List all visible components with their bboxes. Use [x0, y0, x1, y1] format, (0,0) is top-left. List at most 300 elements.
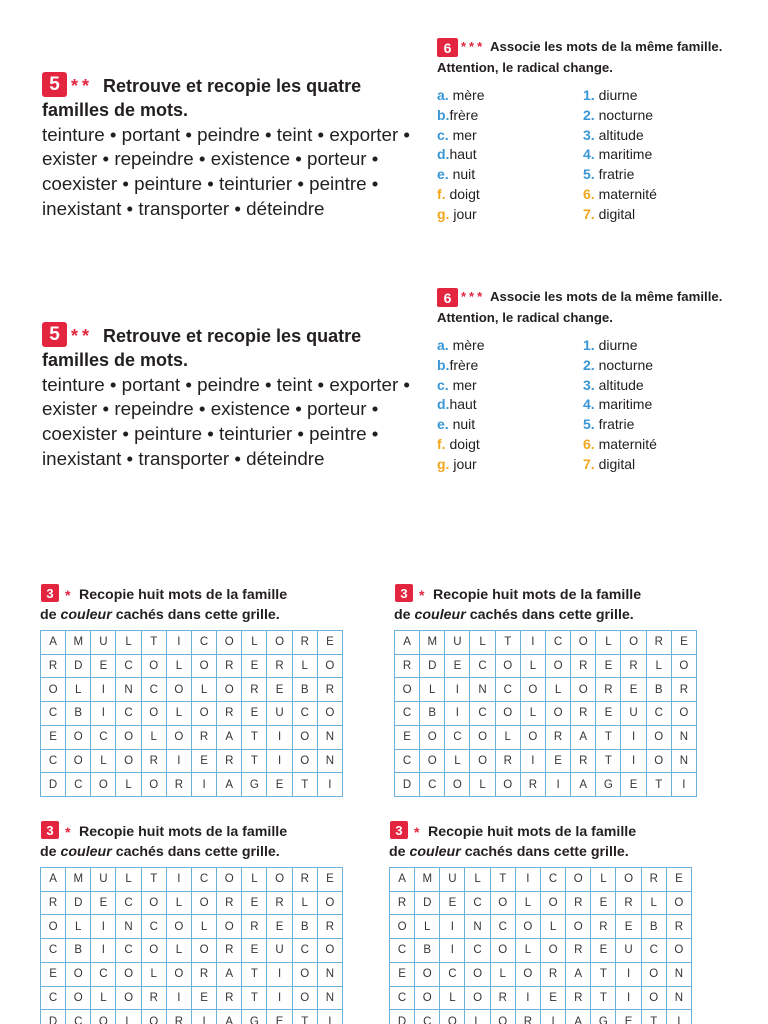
grid-letter-cell: C	[41, 939, 65, 962]
list-item-label: 7.	[583, 455, 599, 472]
grid-letter-cell: L	[91, 987, 115, 1010]
grid-letter-cell: O	[142, 655, 166, 678]
grid-letter-cell: O	[66, 963, 90, 986]
matching-list-letters	[437, 336, 484, 475]
grid-letter-cell: R	[566, 892, 590, 915]
grid-letter-cell: C	[192, 868, 216, 891]
grid-letter-cell: I	[672, 773, 696, 796]
grid-letter-cell: O	[192, 892, 216, 915]
grid-letter-cell: O	[217, 868, 241, 891]
grid-letter-cell: L	[242, 868, 266, 891]
list-item	[437, 435, 484, 455]
difficulty-stars: ***	[461, 39, 486, 54]
list-item	[583, 415, 657, 435]
exercise-number-badge: 5	[42, 72, 67, 97]
grid-letter-cell: I	[167, 868, 191, 891]
list-item-word: maritime	[598, 396, 653, 413]
list-item-label: 4.	[583, 146, 599, 163]
letter-grid	[389, 867, 692, 1024]
grid-letter-cell: R	[217, 750, 241, 773]
grid-letter-cell: O	[293, 987, 317, 1010]
grid-letter-cell: O	[318, 655, 342, 678]
grid-letter-cell: I	[445, 702, 469, 725]
grid-letter-cell: E	[267, 773, 291, 796]
exercise-instruction-line-1: Recopie huit mots de la famille	[428, 824, 637, 840]
grid-letter-cell: L	[546, 678, 570, 701]
word-list-line: teinture • portant • peindre • teint • exporter •	[42, 373, 411, 395]
list-item	[583, 185, 657, 205]
list-item-word: digital	[598, 455, 636, 472]
list-item	[437, 336, 484, 356]
grid-letter-cell: O	[621, 631, 645, 654]
grid-letter-cell: C	[470, 702, 494, 725]
grid-letter-cell: T	[293, 1010, 317, 1024]
grid-letter-cell: R	[571, 750, 595, 773]
grid-letter-cell: O	[516, 915, 540, 938]
list-item-word: maternité	[598, 185, 657, 202]
instruction-text: de	[40, 607, 61, 623]
grid-letter-cell: E	[445, 655, 469, 678]
grid-letter-cell: T	[142, 868, 166, 891]
list-item	[583, 126, 657, 146]
grid-letter-cell: C	[41, 702, 65, 725]
instruction-keyword: couleur	[60, 844, 112, 860]
grid-letter-cell: A	[395, 631, 419, 654]
grid-letter-cell: R	[621, 655, 645, 678]
letter-grid-frame	[40, 630, 343, 797]
grid-letter-cell: I	[516, 987, 540, 1010]
grid-letter-cell: E	[672, 631, 696, 654]
grid-letter-cell: O	[491, 892, 515, 915]
list-item-word: diurne	[598, 87, 638, 103]
grid-letter-cell: O	[142, 892, 166, 915]
grid-letter-cell: C	[41, 987, 65, 1010]
grid-letter-cell: O	[395, 678, 419, 701]
grid-letter-cell: R	[516, 1010, 540, 1024]
instruction-keyword: couleur	[409, 844, 461, 860]
grid-letter-cell: L	[521, 655, 545, 678]
exercise-number-badge: 6	[437, 38, 458, 57]
grid-letter-cell: E	[596, 655, 620, 678]
grid-letter-cell: L	[465, 868, 489, 891]
grid-letter-cell: C	[465, 892, 489, 915]
grid-letter-cell: E	[91, 892, 115, 915]
grid-letter-cell: N	[318, 726, 342, 749]
grid-letter-cell: O	[491, 939, 515, 962]
grid-letter-cell: C	[142, 678, 166, 701]
list-item-label: 1.	[583, 87, 599, 103]
grid-letter-cell: C	[91, 963, 115, 986]
exercise-number-badge: 6	[437, 288, 458, 307]
grid-letter-cell: L	[66, 678, 90, 701]
list-item-word: nuit	[452, 416, 476, 433]
list-item	[583, 336, 657, 356]
grid-letter-cell: E	[242, 655, 266, 678]
grid-letter-cell: O	[415, 987, 439, 1010]
grid-letter-cell: R	[293, 631, 317, 654]
list-item-word: fratrie	[598, 166, 635, 183]
grid-letter-cell: D	[415, 892, 439, 915]
list-item-word: frère	[449, 106, 479, 123]
exercise-title-line-2: familles de mots.	[42, 100, 189, 120]
list-item	[583, 165, 657, 185]
list-item-word: maritime	[598, 146, 653, 163]
grid-letter-cell: D	[420, 655, 444, 678]
grid-letter-cell: L	[465, 1010, 489, 1024]
grid-letter-cell: O	[41, 915, 65, 938]
exercise-instruction-line-2	[394, 605, 634, 625]
list-item-word: diurne	[598, 337, 638, 353]
list-item-word: mer	[452, 376, 477, 393]
grid-letter-cell: U	[91, 868, 115, 891]
grid-letter-cell: L	[167, 702, 191, 725]
grid-letter-cell: L	[415, 915, 439, 938]
grid-letter-cell: O	[217, 631, 241, 654]
grid-letter-cell: I	[192, 773, 216, 796]
grid-letter-cell: R	[566, 939, 590, 962]
grid-letter-cell: E	[395, 726, 419, 749]
list-item-label: e.	[437, 166, 453, 183]
grid-letter-cell: B	[293, 915, 317, 938]
grid-letter-cell: D	[390, 1010, 414, 1024]
grid-letter-cell: R	[390, 892, 414, 915]
grid-letter-cell: R	[541, 963, 565, 986]
word-list-paragraph	[42, 123, 410, 222]
list-item	[437, 86, 484, 106]
grid-letter-cell: C	[395, 702, 419, 725]
grid-letter-cell: C	[470, 655, 494, 678]
exercise-pair-2	[0, 250, 768, 500]
instruction-text: cachés dans cette grille.	[111, 607, 280, 623]
grid-letter-cell: O	[491, 1010, 515, 1024]
list-item	[437, 205, 484, 225]
grid-letter-cell: L	[470, 631, 494, 654]
word-list-line: coexister • peinture • teinturier • peintre •	[42, 423, 379, 444]
grid-letter-cell: E	[390, 963, 414, 986]
grid-letter-cell: O	[66, 726, 90, 749]
grid-letter-cell: C	[293, 702, 317, 725]
grid-letter-cell: O	[142, 702, 166, 725]
grid-letter-cell: C	[192, 631, 216, 654]
matching-list-letters	[437, 86, 484, 225]
grid-letter-cell: I	[167, 750, 191, 773]
grid-letter-cell: I	[521, 631, 545, 654]
grid-letter-cell: T	[496, 631, 520, 654]
grid-letter-cell: R	[167, 1010, 191, 1024]
grid-letter-cell: L	[516, 892, 540, 915]
grid-letter-cell: R	[647, 631, 671, 654]
list-item-label: e.	[437, 416, 453, 433]
grid-letter-cell: R	[293, 868, 317, 891]
grid-letter-cell: G	[242, 773, 266, 796]
grid-letter-cell: L	[516, 939, 540, 962]
word-search-exercise	[394, 584, 704, 797]
grid-letter-cell: M	[415, 868, 439, 891]
difficulty-stars: **	[71, 76, 94, 96]
list-item	[583, 356, 657, 376]
exercise-subtitle: Attention, le radical change.	[437, 310, 613, 325]
grid-letter-cell: C	[41, 750, 65, 773]
list-item	[583, 145, 657, 165]
grid-letter-cell: I	[192, 1010, 216, 1024]
list-item-label: g.	[437, 205, 454, 222]
grid-letter-cell: I	[167, 987, 191, 1010]
grid-letter-cell: R	[217, 892, 241, 915]
grid-letter-cell: I	[318, 773, 342, 796]
grid-letter-cell: E	[591, 892, 615, 915]
list-item	[437, 185, 484, 205]
list-item	[437, 106, 484, 126]
grid-letter-cell: O	[541, 892, 565, 915]
grid-letter-cell: B	[647, 678, 671, 701]
grid-letter-cell: E	[242, 702, 266, 725]
grid-letter-cell: N	[318, 750, 342, 773]
grid-letter-cell: O	[420, 750, 444, 773]
grid-letter-cell: O	[167, 963, 191, 986]
list-item-label: 2.	[583, 106, 599, 123]
grid-letter-cell: A	[566, 1010, 590, 1024]
grid-letter-cell: E	[242, 939, 266, 962]
list-item-word: jour	[453, 205, 477, 222]
grid-letter-cell: R	[571, 655, 595, 678]
list-item-label: c.	[437, 126, 453, 143]
grid-letter-cell: O	[521, 726, 545, 749]
grid-letter-cell: L	[91, 750, 115, 773]
grid-letter-cell: C	[390, 939, 414, 962]
grid-letter-cell: O	[267, 868, 291, 891]
list-item-label: 1.	[583, 337, 599, 353]
grid-letter-cell: T	[491, 868, 515, 891]
letter-grid-frame	[40, 867, 343, 1024]
difficulty-stars: *	[419, 587, 425, 603]
grid-letter-cell: T	[242, 963, 266, 986]
grid-letter-cell: O	[672, 655, 696, 678]
grid-letter-cell: M	[66, 868, 90, 891]
difficulty-stars: ***	[461, 289, 486, 304]
grid-letter-cell: C	[465, 939, 489, 962]
grid-letter-cell: T	[242, 987, 266, 1010]
list-item-word: haut	[449, 396, 477, 413]
grid-letter-cell: T	[293, 773, 317, 796]
grid-letter-cell: O	[318, 702, 342, 725]
list-item-word: jour	[453, 455, 477, 472]
grid-letter-cell: B	[415, 939, 439, 962]
grid-letter-cell: T	[142, 631, 166, 654]
list-item-label: g.	[437, 455, 454, 472]
grid-letter-cell: T	[242, 750, 266, 773]
grid-letter-cell: U	[267, 939, 291, 962]
grid-letter-cell: G	[242, 1010, 266, 1024]
grid-letter-cell: O	[293, 726, 317, 749]
grid-letter-cell: O	[142, 1010, 166, 1024]
grid-letter-cell: I	[267, 963, 291, 986]
grid-letter-cell: E	[621, 678, 645, 701]
grid-letter-cell: O	[192, 655, 216, 678]
list-item-word: nocturne	[598, 106, 654, 123]
grid-letter-cell: D	[66, 892, 90, 915]
grid-letter-cell: R	[41, 892, 65, 915]
list-item-label: f.	[437, 185, 450, 202]
grid-letter-cell: N	[116, 678, 140, 701]
grid-letter-cell: R	[242, 915, 266, 938]
grid-letter-cell: O	[470, 750, 494, 773]
grid-letter-cell: N	[667, 963, 691, 986]
grid-letter-cell: N	[667, 987, 691, 1010]
grid-letter-cell: L	[647, 655, 671, 678]
grid-letter-cell: U	[621, 702, 645, 725]
grid-letter-cell: R	[217, 702, 241, 725]
grid-letter-cell: R	[142, 987, 166, 1010]
grid-letter-cell: C	[116, 939, 140, 962]
grid-letter-cell: O	[496, 655, 520, 678]
list-item-word: altitude	[598, 126, 644, 143]
list-item-label: a.	[437, 337, 453, 353]
exercise-number-badge: 3	[41, 584, 59, 602]
grid-letter-cell: O	[566, 868, 590, 891]
grid-letter-cell: N	[470, 678, 494, 701]
grid-letter-cell: N	[116, 915, 140, 938]
list-item-word: doigt	[449, 435, 480, 452]
grid-letter-cell: R	[217, 987, 241, 1010]
list-item	[583, 455, 657, 475]
word-search-exercise	[40, 821, 350, 1024]
grid-letter-cell: O	[647, 726, 671, 749]
grid-letter-cell: L	[293, 655, 317, 678]
list-item-word: doigt	[449, 185, 480, 202]
grid-letter-cell: E	[318, 631, 342, 654]
grid-letter-cell: O	[516, 963, 540, 986]
grid-letter-cell: O	[142, 939, 166, 962]
grid-letter-cell: O	[647, 750, 671, 773]
grid-letter-cell: O	[496, 702, 520, 725]
grid-letter-cell: O	[167, 915, 191, 938]
grid-letter-cell: O	[192, 702, 216, 725]
grid-letter-cell: I	[91, 702, 115, 725]
grid-letter-cell: L	[116, 773, 140, 796]
grid-letter-cell: U	[91, 631, 115, 654]
grid-letter-cell: O	[465, 963, 489, 986]
grid-letter-cell: E	[621, 773, 645, 796]
grid-letter-cell: L	[445, 750, 469, 773]
word-list-line: coexister • peinture • teinturier • peintre •	[42, 173, 379, 194]
letter-grid	[40, 867, 343, 1024]
grid-letter-cell: G	[591, 1010, 615, 1024]
word-list-paragraph	[42, 373, 410, 472]
list-item-word: frère	[449, 356, 479, 373]
exercise-number-badge: 5	[42, 322, 67, 347]
exercise-title: Associe les mots de la même famille.	[490, 289, 723, 304]
grid-letter-cell: O	[642, 987, 666, 1010]
grid-letter-cell: C	[142, 915, 166, 938]
grid-letter-cell: R	[596, 678, 620, 701]
grid-letter-cell: O	[546, 702, 570, 725]
grid-letter-cell: L	[470, 773, 494, 796]
grid-letter-cell: I	[546, 773, 570, 796]
grid-letter-cell: L	[596, 631, 620, 654]
grid-letter-cell: C	[116, 702, 140, 725]
grid-letter-cell: I	[91, 678, 115, 701]
grid-letter-cell: R	[142, 750, 166, 773]
exercise-title-line-2: familles de mots.	[42, 350, 189, 370]
grid-letter-cell: C	[491, 915, 515, 938]
list-item	[437, 356, 484, 376]
difficulty-stars: *	[414, 824, 420, 840]
grid-letter-cell: L	[142, 963, 166, 986]
word-list-line: inexistant • transporter • déteindre	[42, 447, 325, 469]
grid-letter-cell: R	[616, 892, 640, 915]
grid-letter-cell: R	[192, 726, 216, 749]
grid-letter-cell: O	[667, 892, 691, 915]
grid-letter-cell: L	[167, 655, 191, 678]
grid-letter-cell: E	[267, 1010, 291, 1024]
grid-letter-cell: O	[66, 987, 90, 1010]
grid-letter-cell: R	[642, 868, 666, 891]
grid-letter-cell: E	[192, 987, 216, 1010]
instruction-text: cachés dans cette grille.	[460, 844, 629, 860]
grid-letter-cell: C	[66, 1010, 90, 1024]
grid-letter-cell: C	[420, 773, 444, 796]
list-item-word: mère	[452, 87, 485, 103]
instruction-text: cachés dans cette grille.	[111, 844, 280, 860]
grid-letter-cell: R	[546, 726, 570, 749]
exercise-instruction-line-1: Recopie huit mots de la famille	[79, 824, 288, 840]
exercise-instruction-line-2	[40, 842, 280, 862]
exercise-number-badge: 3	[390, 821, 408, 839]
grid-letter-cell: L	[440, 987, 464, 1010]
grid-letter-cell: A	[217, 1010, 241, 1024]
grid-letter-cell: L	[167, 939, 191, 962]
grid-letter-cell: L	[192, 915, 216, 938]
grid-letter-cell: R	[167, 773, 191, 796]
grid-letter-cell: D	[41, 1010, 65, 1024]
grid-letter-cell: O	[91, 773, 115, 796]
list-item-label: 3.	[583, 126, 599, 143]
difficulty-stars: *	[65, 587, 71, 603]
grid-letter-cell: C	[395, 750, 419, 773]
exercise-title-line-1: Retrouve et recopie les quatre	[103, 326, 362, 346]
grid-letter-cell: L	[591, 868, 615, 891]
list-item-label: f.	[437, 435, 450, 452]
exercise-instruction-line-1: Recopie huit mots de la famille	[79, 587, 288, 603]
grid-letter-cell: R	[521, 773, 545, 796]
matching-list-numbers	[583, 336, 657, 475]
grid-letter-cell: O	[116, 987, 140, 1010]
list-item	[583, 86, 657, 106]
list-item-word: mère	[452, 337, 485, 353]
word-list-line: exister • repeindre • existence • porteur •	[42, 148, 379, 170]
grid-letter-cell: O	[571, 631, 595, 654]
list-item	[437, 455, 484, 475]
grid-letter-cell: I	[267, 726, 291, 749]
grid-letter-cell: C	[546, 631, 570, 654]
grid-letter-cell: O	[217, 678, 241, 701]
grid-letter-cell: T	[596, 726, 620, 749]
grid-letter-cell: O	[167, 726, 191, 749]
word-search-exercise	[389, 821, 699, 1024]
list-item-word: nuit	[452, 166, 476, 183]
grid-letter-cell: R	[267, 655, 291, 678]
list-item	[583, 395, 657, 415]
grid-letter-cell: I	[621, 726, 645, 749]
grid-letter-cell: R	[491, 987, 515, 1010]
grid-letter-cell: R	[318, 915, 342, 938]
instruction-keyword: couleur	[60, 607, 112, 623]
grid-letter-cell: C	[415, 1010, 439, 1024]
grid-letter-cell: E	[91, 655, 115, 678]
grid-letter-cell: B	[420, 702, 444, 725]
instruction-keyword: couleur	[414, 607, 466, 623]
list-item-label: 6.	[583, 435, 599, 452]
